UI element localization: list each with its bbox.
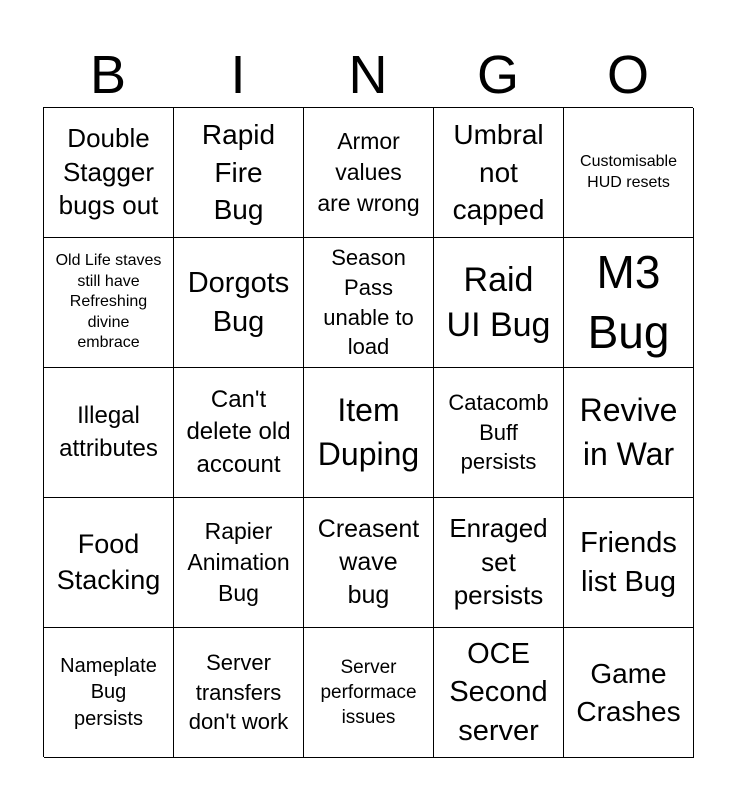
bingo-cell-r0-c1[interactable]: [174, 108, 304, 238]
cell-label: Server transfers don't work: [188, 649, 289, 735]
bingo-cell-r1-c1[interactable]: [174, 238, 304, 368]
bingo-cell-r1-c3[interactable]: [434, 238, 564, 368]
bingo-board: [43, 107, 693, 757]
bingo-cell-r1-c0[interactable]: [44, 238, 174, 368]
bingo-cell-r3-c3[interactable]: [434, 498, 564, 628]
bingo-cell-r3-c4[interactable]: [564, 498, 694, 628]
bingo-cell-r2-c2[interactable]: [304, 368, 434, 498]
bingo-cell-r4-c4[interactable]: [564, 628, 694, 758]
bingo-cell-r4-c3[interactable]: [434, 628, 564, 758]
cell-label: Rapier Animation Bug: [187, 518, 290, 606]
cell-label: Revive in War: [579, 391, 678, 472]
cell-label: Nameplate Bug persists: [60, 654, 157, 730]
bingo-cell-r2-c4[interactable]: [564, 368, 694, 498]
bingo-cell-r1-c4[interactable]: [564, 238, 694, 368]
bingo-cell-r0-c3[interactable]: [434, 108, 564, 238]
cell-label: Illegal attributes: [59, 402, 158, 462]
cell-label: Season Pass unable to load: [323, 245, 414, 360]
cell-label: OCE Second server: [449, 637, 548, 747]
cell-label: Old Life staves still have Refreshing divine embrace: [55, 252, 162, 352]
cell-label: Double Stagger bugs out: [58, 122, 159, 221]
bingo-cell-r2-c3[interactable]: [434, 368, 564, 498]
bingo-cell-r2-c1[interactable]: [174, 368, 304, 498]
cell-label: Armor values are wrong: [317, 128, 420, 216]
bingo-cell-r4-c0[interactable]: [44, 628, 174, 758]
cell-label: Creasent wave bug: [317, 514, 420, 610]
cell-label: Food Stacking: [56, 529, 161, 595]
bingo-cell-r4-c2[interactable]: [304, 628, 434, 758]
header-letter-i: I: [230, 45, 246, 105]
bingo-cell-r0-c4[interactable]: [564, 108, 694, 238]
header-letter-o: O: [606, 45, 649, 105]
bingo-cell-r2-c0[interactable]: [44, 368, 174, 498]
cell-label: Can't delete old account: [186, 385, 291, 478]
header-letter-b: B: [89, 45, 127, 105]
cell-label: Friends list Bug: [580, 526, 677, 598]
cell-label: Server performace issues: [320, 656, 417, 729]
bingo-cell-r0-c2[interactable]: [304, 108, 434, 238]
bingo-cell-r0-c0[interactable]: [44, 108, 174, 238]
cell-label: Game Crashes: [576, 657, 681, 727]
header-letter-g: G: [476, 45, 519, 105]
cell-label: Enraged set persists: [449, 512, 548, 611]
cell-label: Rapid Fire Bug: [201, 118, 276, 226]
cell-label: Item Duping: [317, 391, 420, 472]
bingo-cell-r4-c1[interactable]: [174, 628, 304, 758]
cell-label: M3 Bug: [587, 245, 670, 358]
cell-label: Umbral not capped: [452, 118, 545, 226]
bingo-cell-r3-c1[interactable]: [174, 498, 304, 628]
cell-label: Dorgots Bug: [187, 266, 290, 338]
bingo-cell-r1-c2[interactable]: [304, 238, 434, 368]
cell-label: Catacomb Buff persists: [448, 389, 549, 475]
bingo-header: [43, 44, 693, 106]
cell-label: Customisable HUD resets: [580, 153, 677, 191]
cell-label: Raid UI Bug: [446, 260, 551, 344]
bingo-cell-r3-c0[interactable]: [44, 498, 174, 628]
header-letter-n: N: [348, 45, 388, 105]
bingo-cell-r3-c2[interactable]: [304, 498, 434, 628]
